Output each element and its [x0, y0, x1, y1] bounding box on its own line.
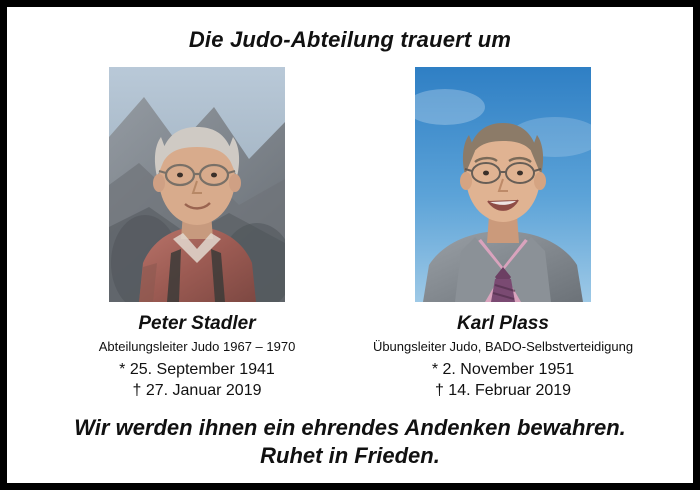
- card-inner: [7, 7, 693, 483]
- person-name: Peter Stadler: [138, 313, 256, 334]
- page-title: Die Judo-Abteilung trauert um: [188, 27, 512, 52]
- person-death-date: † 14. Februar 2019: [434, 382, 572, 399]
- person-birth-date: * 25. September 1941: [119, 361, 275, 378]
- closing-line-2: Ruhet in Frieden.: [260, 442, 440, 468]
- person-birth-date: * 2. November 1951: [431, 361, 575, 378]
- person-death-date: † 27. Januar 2019: [132, 382, 262, 399]
- portrait-photo-karl-plass: [415, 67, 591, 302]
- people-row: [25, 67, 675, 400]
- person-role: Übungsleiter Judo, BADO-Selbstverteidigung: [372, 339, 634, 354]
- portrait-photo-peter-stadler: [109, 67, 285, 302]
- person-entry-1: [87, 67, 307, 400]
- closing-line-1: Wir werden ihnen ein ehrendes Andenken bewahren.: [74, 415, 626, 440]
- person-entry-2: [372, 67, 634, 400]
- closing-message: [74, 414, 626, 469]
- person-name: Karl Plass: [457, 313, 549, 334]
- person-role: Abteilungsleiter Judo 1967 – 1970: [98, 339, 296, 354]
